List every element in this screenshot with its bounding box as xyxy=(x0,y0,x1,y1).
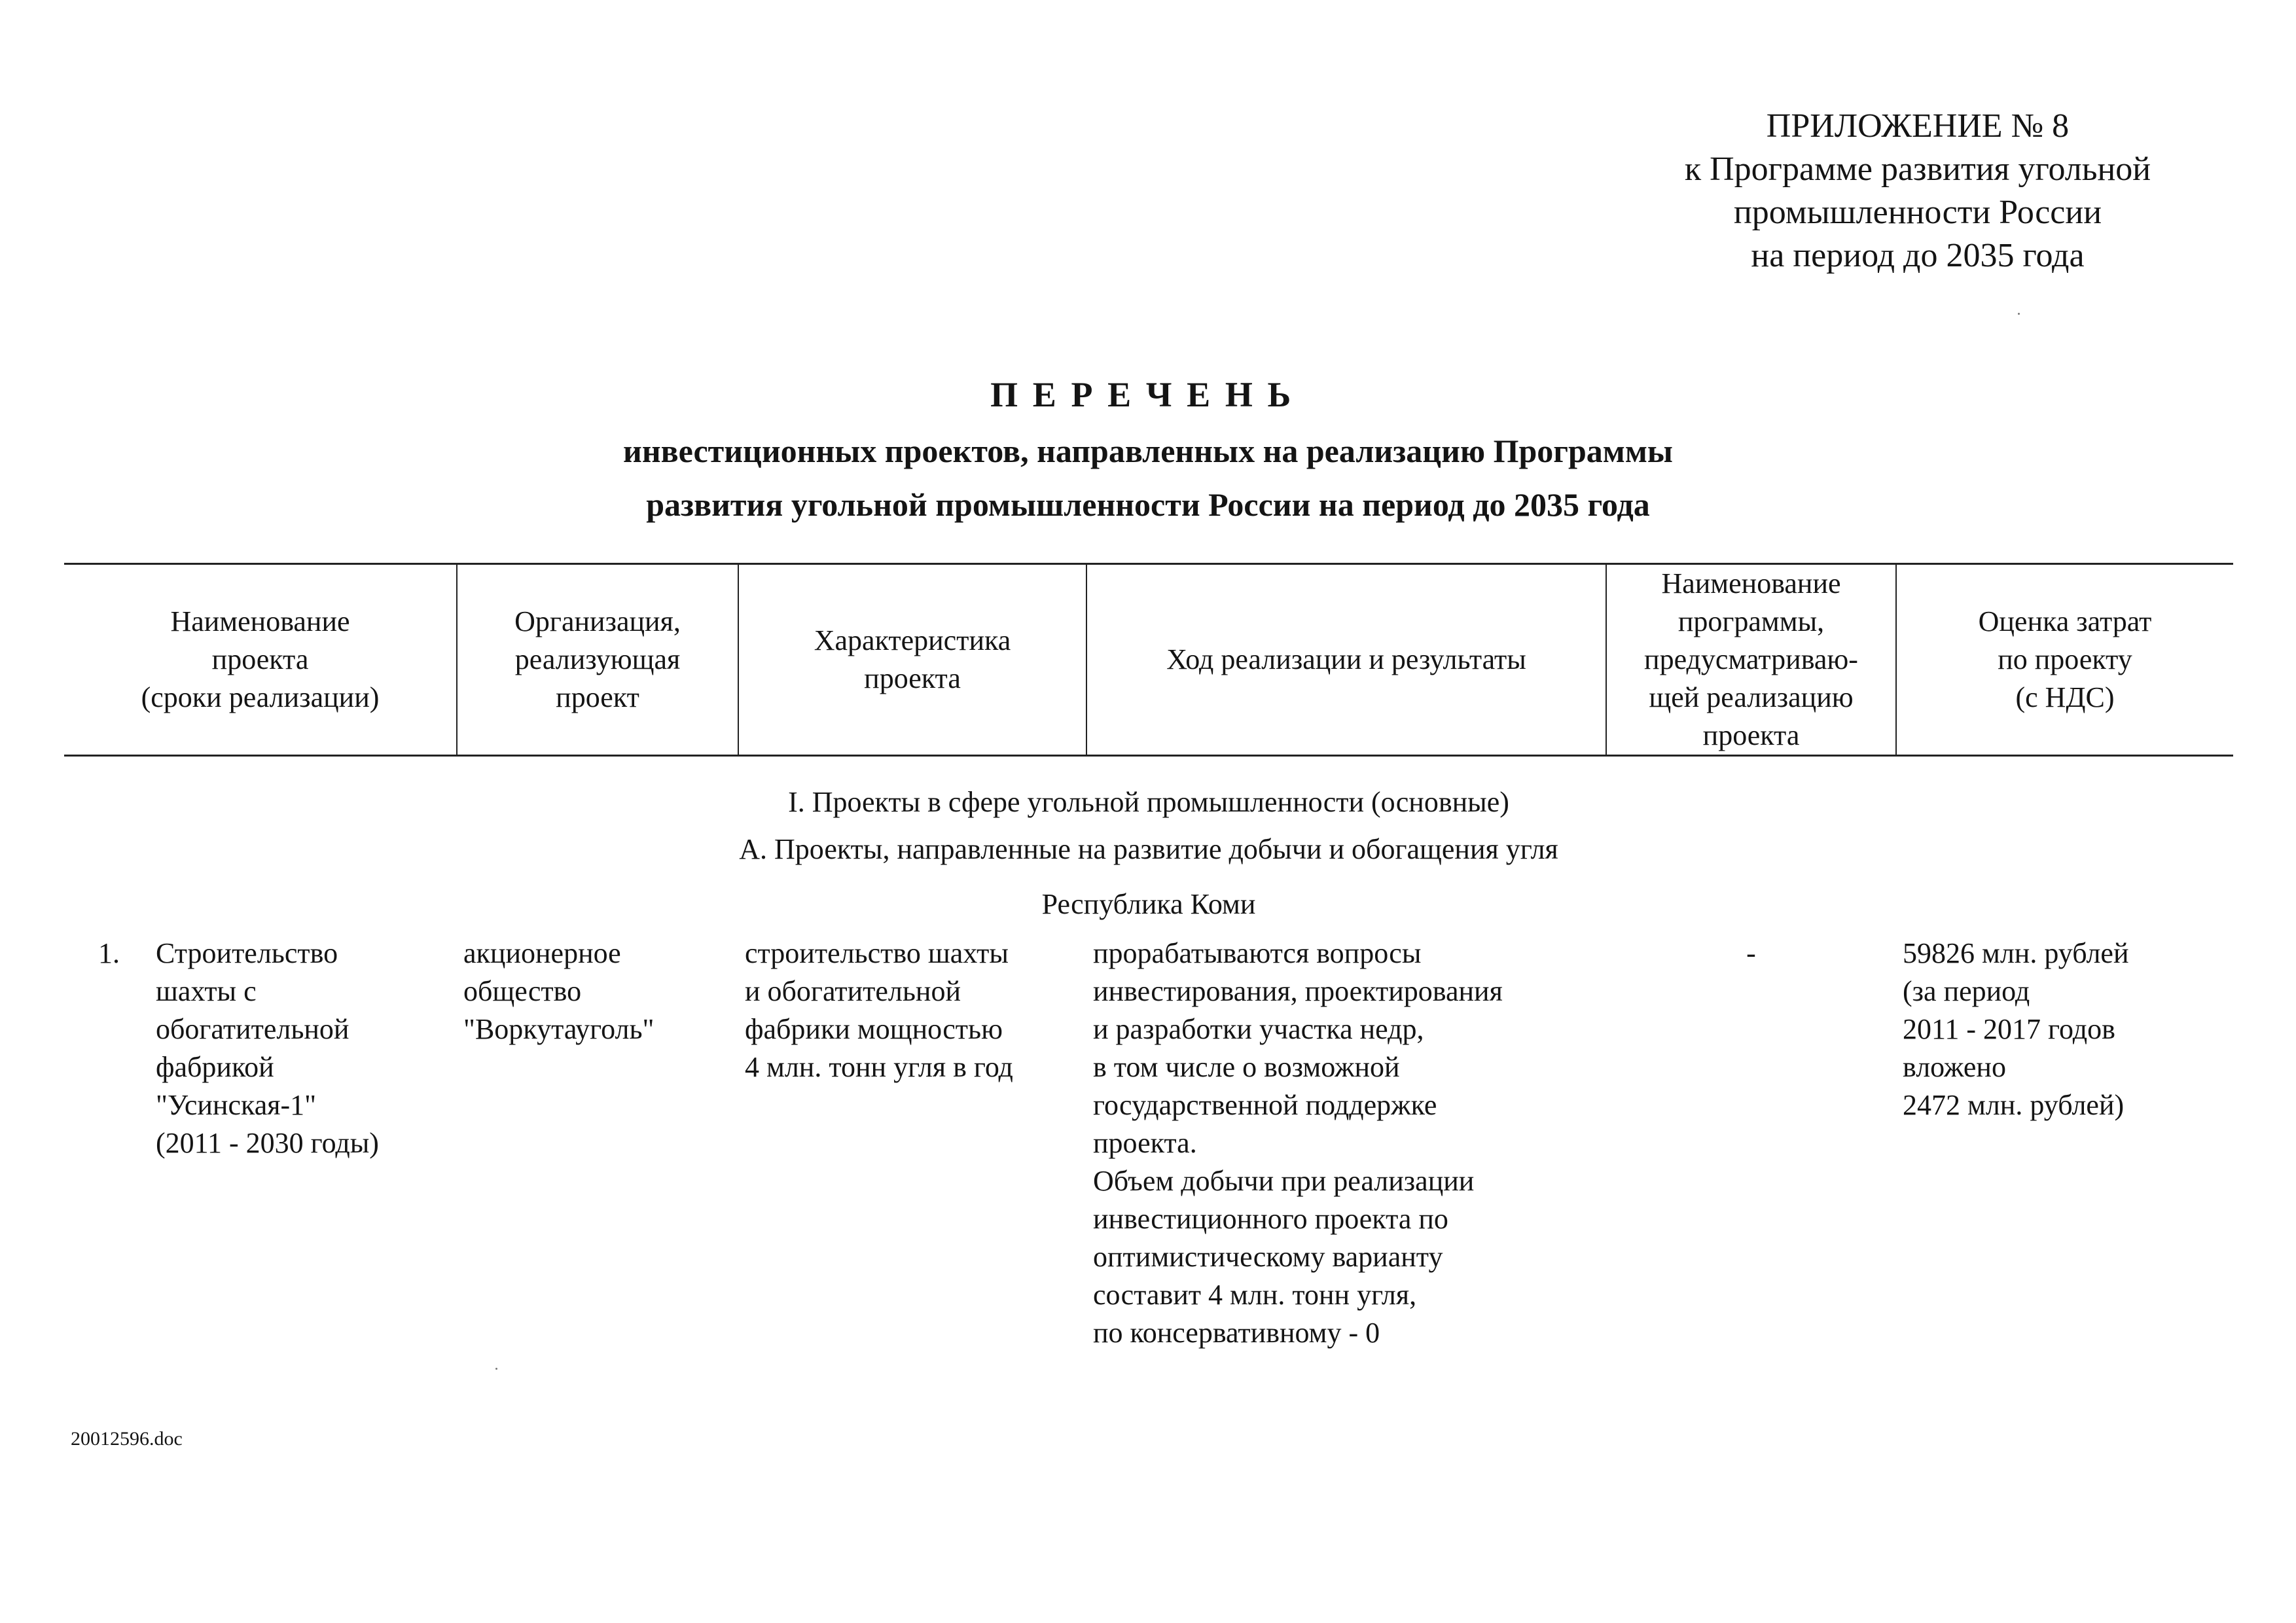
header-characteristic: Характеристика проекта xyxy=(738,564,1086,756)
project-name-cell xyxy=(64,932,457,1352)
annex-reference-line: к Программе развития угольной xyxy=(1684,151,2151,188)
annex-reference-line: промышленности России xyxy=(1733,194,2102,231)
header-program: Наименование программы, предусматриваю- щей реализацию проекта xyxy=(1606,564,1896,756)
header-project-name: Наименование проекта (сроки реализации) xyxy=(64,564,457,756)
table-row xyxy=(64,932,2233,1352)
organization-cell: акционерное общество "Воркутауголь" xyxy=(463,937,655,1045)
document-file-reference: 20012596.doc xyxy=(71,1428,183,1450)
annex-reference-line: на период до 2035 года xyxy=(1751,237,2085,274)
table-header-row xyxy=(64,564,2233,756)
header-cost: Оценка затрат по проекту (с НДС) xyxy=(1896,564,2233,756)
section-row xyxy=(64,756,2233,823)
program-cell: - xyxy=(1746,937,1756,969)
characteristic-cell: строительство шахты и обогатительной фабрики мощностью 4 млн. тонн угля в год xyxy=(745,937,1013,1083)
section-heading: I. Проекты в сфере угольной промышленности (основные) xyxy=(788,786,1509,818)
region-row xyxy=(64,877,2233,932)
annex-block xyxy=(1623,105,2212,277)
subsection-row xyxy=(64,822,2233,877)
header-organization: Организация, реализующая проект xyxy=(457,564,738,756)
row-number: 1. xyxy=(98,937,120,969)
document-title: ПЕРЕЧЕНЬ xyxy=(990,375,1306,414)
cost-cell: 59826 млн. рублей (за период 2011 - 2017 годов вложено 2472 млн. рублей) xyxy=(1903,937,2129,1121)
annex-number: ПРИЛОЖЕНИЕ № 8 xyxy=(1766,107,2070,145)
projects-table xyxy=(64,563,2233,1352)
scan-speck xyxy=(495,1368,497,1370)
scan-speck xyxy=(2018,313,2020,315)
subsection-heading: А. Проекты, направленные на развитие добычи и обогащения угля xyxy=(739,833,1558,865)
document-subtitle-line: инвестиционных проектов, направленных на реализацию Программы xyxy=(623,433,1673,469)
project-name: Строительство шахты с обогатительной фабрикой "Усинская-1" (2011 - 2030 годы) xyxy=(156,937,379,1159)
document-heading xyxy=(0,370,2296,527)
region-heading: Республика Коми xyxy=(1041,888,1256,920)
progress-cell: прорабатываются вопросы инвестирования, проектирования и разработки участка недр, в том числе о возможной государственной поддержке проекта. Объем добычи при реализации инвестиционного проекта по оптимистическому варианту составит 4 млн. тонн угля, по консервативному - 0 xyxy=(1093,937,1503,1349)
document-subtitle-line: развития угольной промышленности России на период до 2035 года xyxy=(646,486,1650,523)
header-progress: Ход реализации и результаты xyxy=(1086,564,1606,756)
